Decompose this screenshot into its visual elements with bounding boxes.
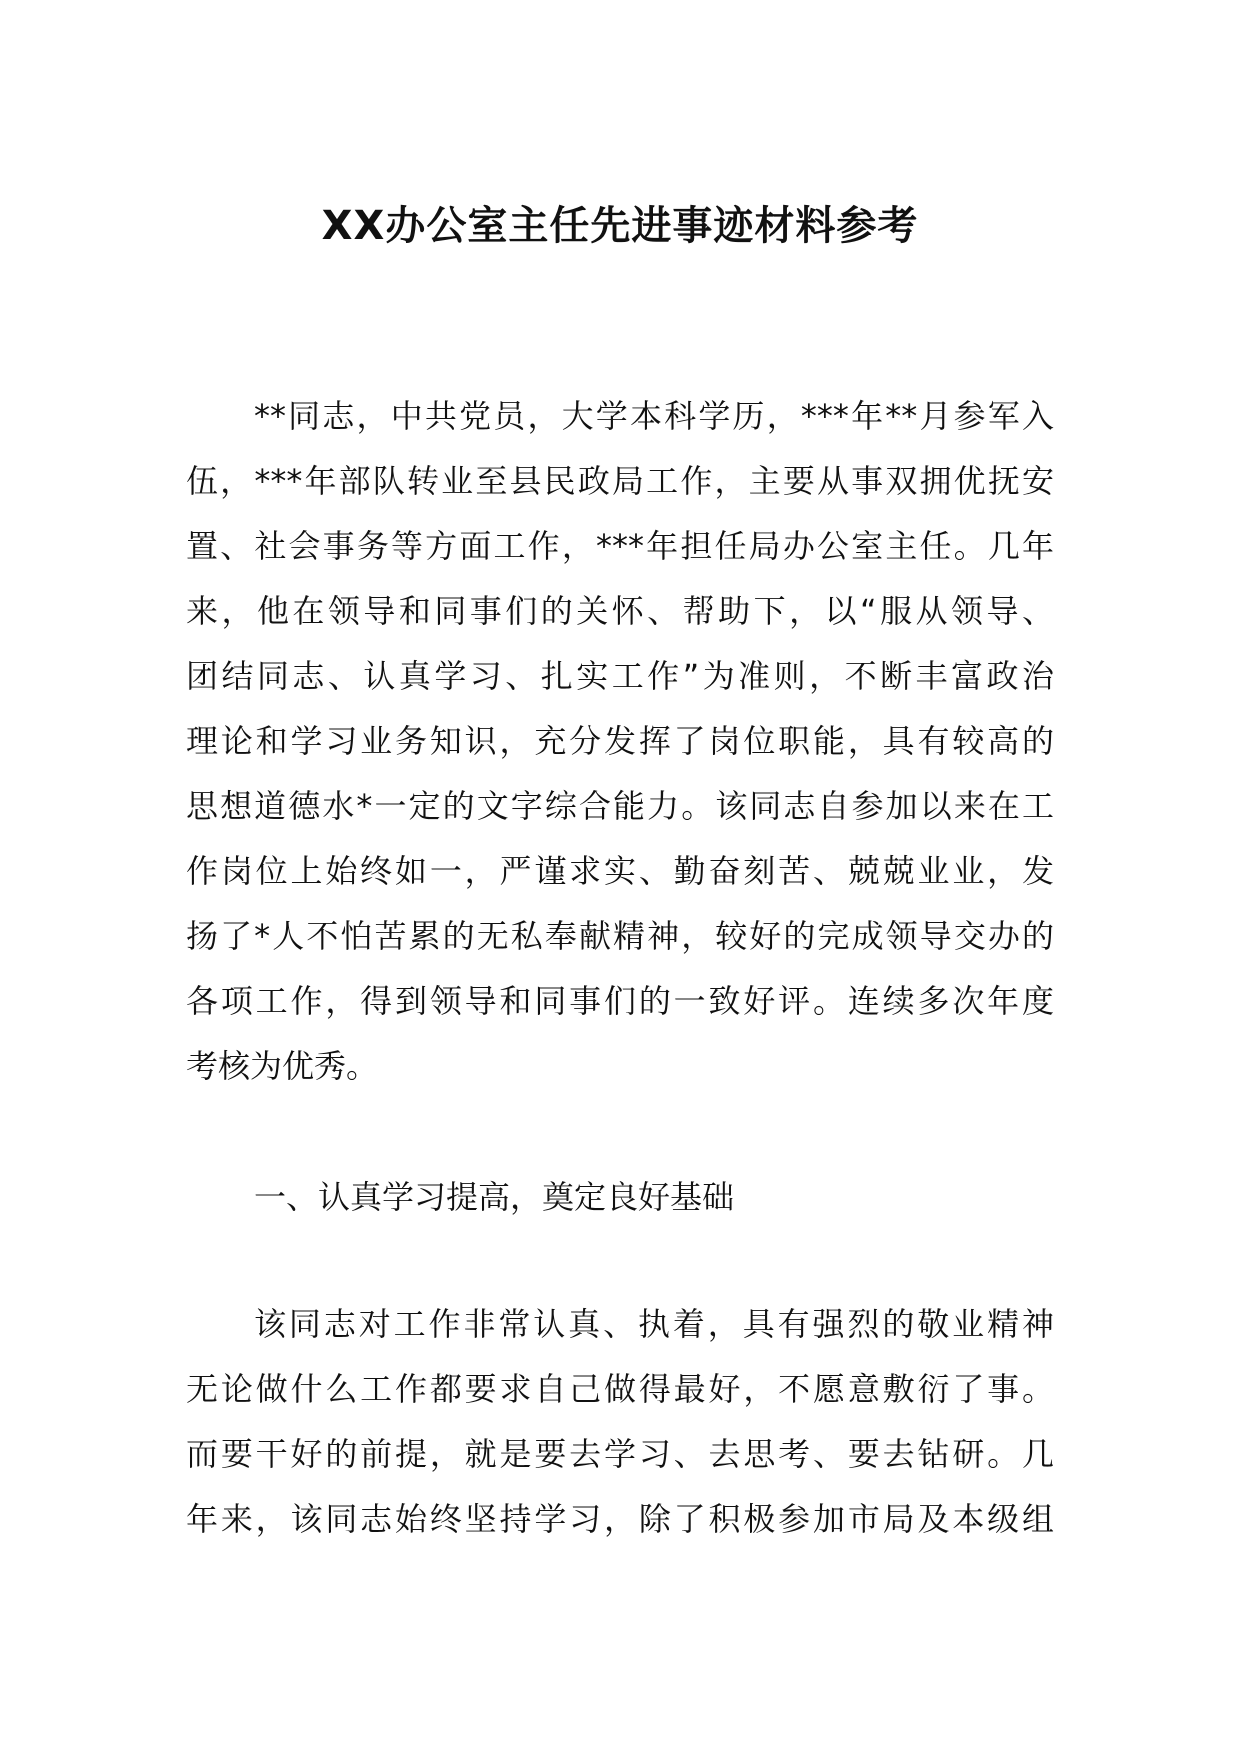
intro-line: 团结同志、认真学习、扎实工作”为准则，不断丰富政治: [186, 657, 1054, 695]
intro-line: 伍，***年部队转业至县民政局工作，主要从事双拥优抚安: [186, 462, 1054, 500]
intro-line: 考核为优秀。: [186, 1047, 379, 1085]
intro-line: 作岗位上始终如一，严谨求实、勤奋刻苦、兢兢业业，发: [186, 852, 1054, 890]
intro-line: 各项工作，得到领导和同事们的一致好评。连续多次年度: [186, 982, 1054, 1020]
intro-line: 扬了*人不怕苦累的无私奉献精神，较好的完成领导交办的: [186, 917, 1054, 955]
section-line: 而要干好的前提，就是要去学习、去思考、要去钻研。几: [186, 1435, 1054, 1473]
document-title: XX办公室主任先进事迹材料参考: [321, 203, 919, 249]
intro-line: 理论和学习业务知识，充分发挥了岗位职能，具有较高的: [186, 722, 1054, 760]
intro-line: 来，他在领导和同事们的关怀、帮助下，以“服从领导、: [186, 592, 1054, 630]
intro-line: **同志，中共党员，大学本科学历，***年**月参军入: [254, 397, 1054, 435]
section-line: 该同志对工作非常认真、执着，具有强烈的敬业精神: [254, 1305, 1054, 1343]
section-heading: 一、认真学习提高，奠定良好基础: [254, 1178, 735, 1216]
section-line: 年来，该同志始终坚持学习，除了积极参加市局及本级组: [186, 1500, 1054, 1538]
intro-paragraph: [186, 384, 1054, 1099]
intro-line: 思想道德水*一定的文字综合能力。该同志自参加以来在工: [186, 787, 1054, 825]
section-line: 无论做什么工作都要求自己做得最好，不愿意敷衍了事。: [186, 1370, 1054, 1408]
intro-line: 置、社会事务等方面工作，***年担任局办公室主任。几年: [186, 527, 1054, 565]
section-heading-block: [186, 1165, 1054, 1230]
section-paragraph: [186, 1292, 1054, 1552]
